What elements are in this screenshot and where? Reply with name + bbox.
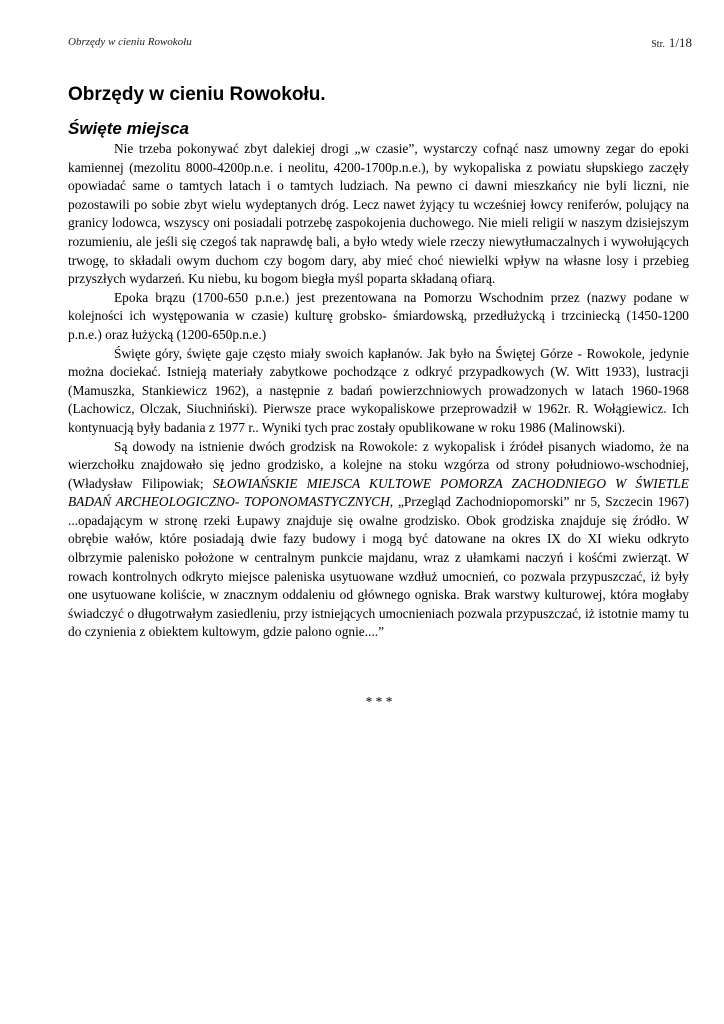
paragraph-2: Epoka brązu (1700-650 p.n.e.) jest prezentowana na Pomorzu Wschodnim przez (nazwy podane w kolejności ich występowania w czasie) kulturę grobsko- śmiardowską, przedłużycką i trzciniecką (1450-1200 p.n.e.) oraz łużycką (1200-650p.n.e.): [68, 289, 689, 342]
paragraph-4: [68, 438, 689, 643]
paragraph-4-citation-title: SŁOWIAŃSKIE MIEJSCA KULTOWE POMORZA ZACHODNIEGO W ŚWIETLE BADAŃ ARCHEOLOGICZNO- TOPONOMASTYCZNYCH,: [68, 475, 689, 510]
paragraph-1: Nie trzeba pokonywać zbyt dalekiej drogi „w czasie”, wystarczy cofnąć nasz umowny zegar do epoki kamiennej (mezolitu 8000-4200p.n.e. i neolitu, 4200-1700p.n.e.), by wykopaliska z powiatu słupskiego zaczęły opowiadać same o tamtych latach i o tamtych ludziach. Na pewno ci dawni mieszkańcy nie byli liczni, nie pozostawili po sobie zbyt wielu wydeptanych dróg. Lecz nawet żyjący tu wcześniej łowcy reniferów, polujący na granicy lodowca, wszyscy oni posiadali potrzebę zaspokojenia duchowego. Nie mieli religii w naszym dzisiejszym rozumieniu, ale jeśli się czegoś tak naprawdę bali, a było wtedy wiele rzeczy niewytłumaczalnych i wywołujących trwogę, to składali owym duchom czy bogom dary, aby mieć choć niewielki wpływ na własne losy i przebieg przyszłych wydarzeń. Ku niebu, ku bogom biegła myśl poparta składaną ofiarą.: [68, 141, 689, 287]
paragraph-4-text-a: Są dowody na istnienie dwóch grodzisk na Rowokole: z wykopalisk i źródeł pisanych wiadomo, że na wierzchołku znajdowało się jedno grodzisko, a kolejne na stoku wzgórza od strony południowo-wschodniej, (Władysław Filipowiak;: [68, 438, 689, 491]
section-heading: Święte miejsca: [68, 119, 189, 138]
paragraph-4-text-b: „Przegląd Zachodniopomorski” nr 5, Szczecin 1967) ...opadającym w stronę rzeki Łupawy znajduje się owalne grodzisko. Obok grodziska znajduje się źródło. W obrębie wałów, które posiadają dwie fazy budowy i mogą być datowane na okres IX do XI wieku odkryto olbrzymie palenisko położone w centralnym punkcie majdanu, wraz z ułamkami naczyń i kośćmi zwierząt. W rowach kontrolnych odkryto miejsce paleniska usytuowane wzdłuż umocnień, co pozwala przypuszczać, iż były one usytuowane koliście, w znacznym oddaleniu od głównego ogniska. Brak warstwy kulturowej, która mogłaby świadczyć o długotrwałym zasiedleniu, przy istniejących umocnieniach pozwala przypuszczać, iż istotnie mamy tu do czynienia z obiektem kultowym, gdzie palono ognie....”: [68, 494, 689, 640]
document-title: Obrzędy w cieniu Rowokołu.: [68, 84, 326, 105]
document-body: [68, 140, 689, 642]
page-number-value: 1/18: [668, 35, 692, 50]
page-number-label: Str.: [651, 39, 665, 50]
paragraph-3: Święte góry, święte gaje często miały swoich kapłanów. Jak było na Świętej Górze - Rowokole, jedynie można dociekać. Istnieją materiały zabytkowe pochodzące z odkryć przypadkowych (W. Witt 1933), lustracji (Mamuszka, Stankiewicz 1962), a następnie z badań powierzchniowych prowadzonych w latach 1960-1968 (Lachowicz, Olczak, Siuchniński). Pierwsze prace wykopaliskowe przeprowadził w 1962r. R. Wołągiewicz. Ich kontynuacją były badania z 1977 r.. Wyniki tych prac zostały opublikowane w roku 1986 (Malinowski).: [68, 345, 689, 435]
page-number: [651, 35, 692, 51]
section-separator: * * *: [365, 694, 393, 709]
running-header-title: Obrzędy w cieniu Rowokołu: [68, 36, 192, 48]
